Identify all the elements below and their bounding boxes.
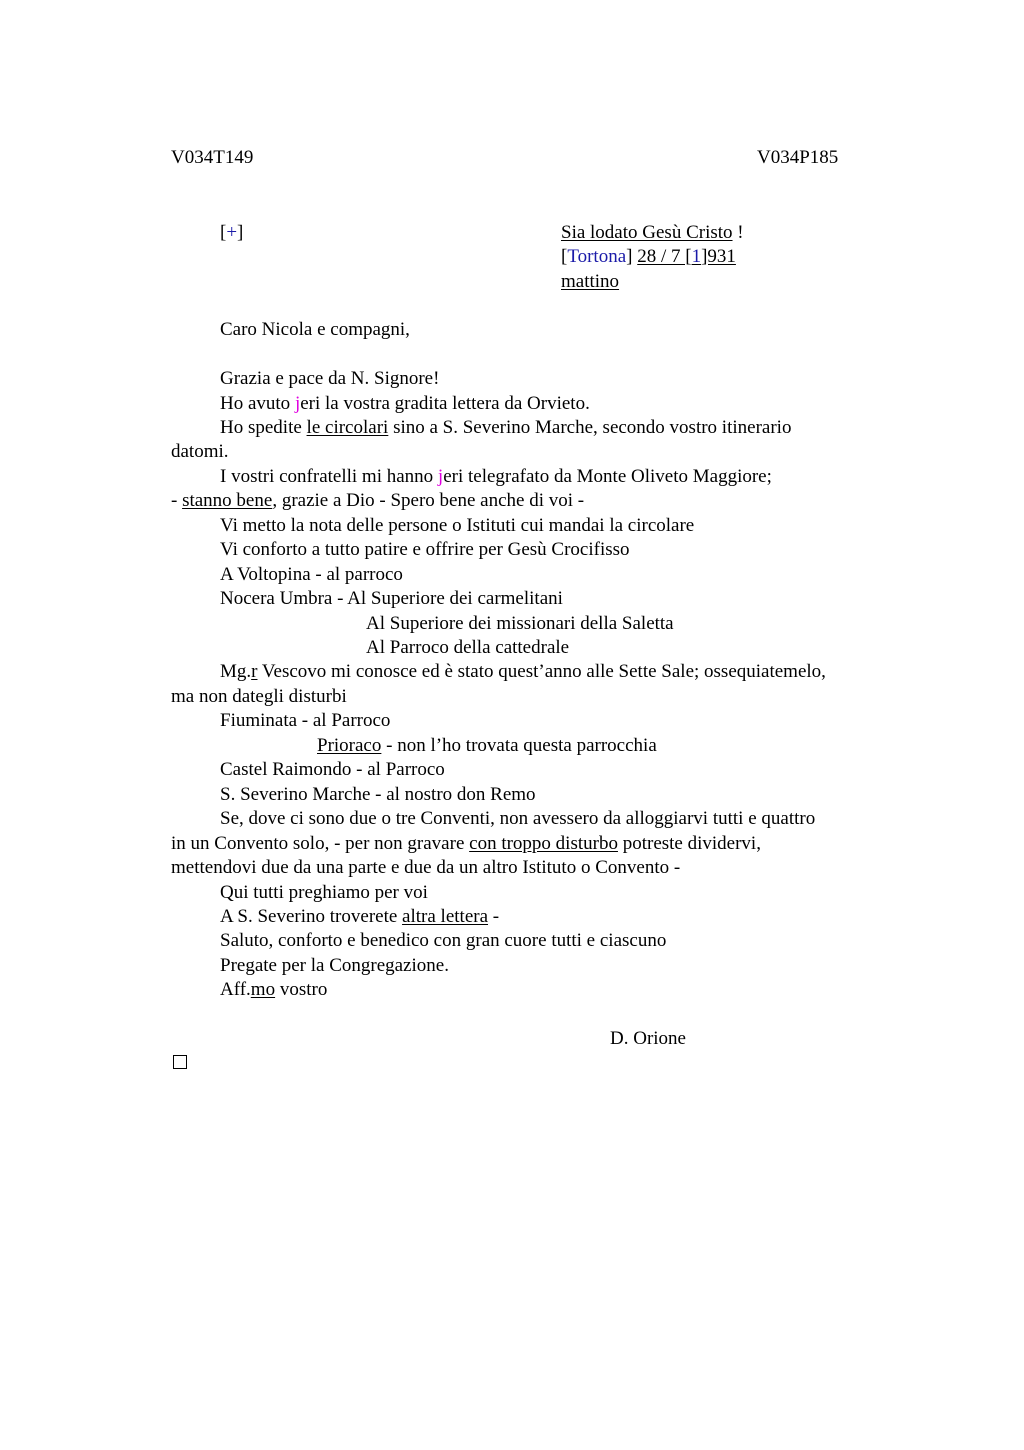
body-line: Castel Raimondo - al Parroco xyxy=(220,759,445,780)
body-line: I vostri confratelli mi hanno jeri telegrafato da Monte Oliveto Maggiore; xyxy=(220,466,772,487)
body-line: Mg.r Vescovo mi conosce ed è stato quest’anno alle Sette Sale; ossequiatemelo, xyxy=(220,661,826,682)
body-line: Vi metto la nota delle persone o Istituti cui mandai la circolare xyxy=(220,515,695,536)
body-line: Saluto, conforto e benedico con gran cuore tutti e ciascuno xyxy=(220,930,667,951)
body-line: Aff.mo vostro xyxy=(220,979,328,1000)
document-code-right: V034P185 xyxy=(757,147,839,168)
body-line: S. Severino Marche - al nostro don Remo xyxy=(220,784,536,805)
time-of-day: mattino xyxy=(561,271,620,292)
body-line: Fiuminata - al Parroco xyxy=(220,710,391,731)
body-line: Grazia e pace da N. Signore! xyxy=(220,368,440,389)
body-line: A Voltopina - al parroco xyxy=(220,564,403,585)
end-box-icon xyxy=(173,1055,187,1069)
body-line: in un Convento solo, - per non gravare con troppo disturbo potreste dividervi, xyxy=(171,833,761,854)
body-line: Se, dove ci sono due o tre Conventi, non avessero da alloggiarvi tutti e quattro xyxy=(220,808,816,829)
cross-icon: + xyxy=(226,222,238,243)
body-line: Pregate per la Congregazione. xyxy=(220,955,449,976)
invocation: Sia lodato Gesù Cristo ! xyxy=(561,222,744,243)
body-line: ma non dategli disturbi xyxy=(171,686,347,707)
body-line: Al Superiore dei missionari della Saletta xyxy=(366,613,674,634)
body-line: Ho avuto jeri la vostra gradita lettera da Orvieto. xyxy=(220,393,590,414)
place-date: [Tortona] 28 / 7 [1]931 xyxy=(561,246,736,267)
body-line: mettendovi due da una parte e due da un altro Istituto o Convento - xyxy=(171,857,681,878)
body-line: Ho spedite le circolari sino a S. Severino Marche, secondo vostro itinerario xyxy=(220,417,792,438)
body-line: - stanno bene, grazie a Dio - Spero bene anche di voi - xyxy=(171,490,585,511)
signature: D. Orione xyxy=(610,1028,686,1049)
document-code-left: V034T149 xyxy=(171,147,254,168)
body-line: Prioraco - non l’ho trovata questa parrocchia xyxy=(317,735,657,756)
body-line: A S. Severino troverete altra lettera - xyxy=(220,906,500,927)
salutation: Caro Nicola e compagni, xyxy=(220,319,410,340)
body-line: Vi conforto a tutto patire e offrire per Gesù Crocifisso xyxy=(220,539,630,560)
body-line: Qui tutti preghiamo per voi xyxy=(220,882,428,903)
cross-mark: [+] xyxy=(220,222,244,243)
body-line: Al Parroco della cattedrale xyxy=(366,637,570,658)
body-line: datomi. xyxy=(171,441,229,462)
body-line: Nocera Umbra - Al Superiore dei carmelitani xyxy=(220,588,563,609)
